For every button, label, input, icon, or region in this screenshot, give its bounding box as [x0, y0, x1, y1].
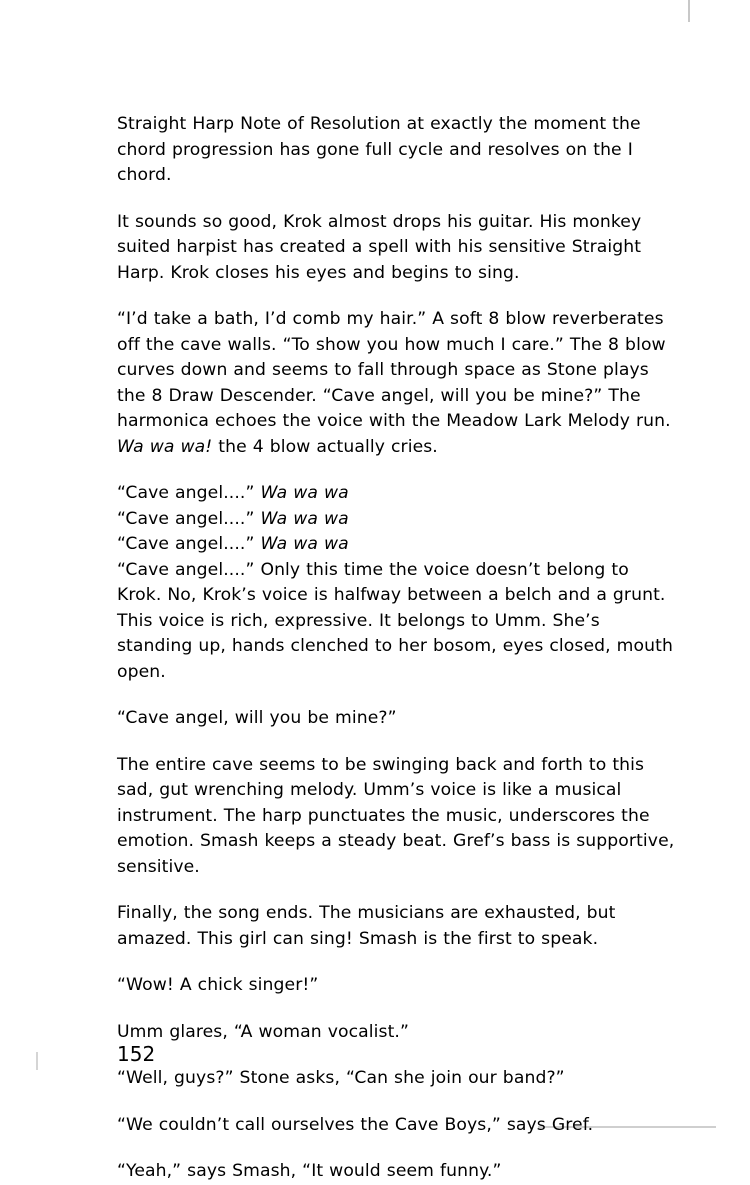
paragraph: [117, 481, 679, 507]
emphasis-text: Wa wa wa!: [117, 436, 213, 457]
paragraph: [117, 901, 679, 952]
text-run: “We couldn’t call ourselves the Cave Boys,” says Gref.: [117, 1114, 594, 1135]
paragraph: [117, 753, 679, 881]
body-text-column: [117, 112, 679, 1185]
text-run: “Cave angel....” Only this time the voice doesn’t belong to Krok. No, Krok’s voice is halfway between a belch and a grunt. This voice is rich, expressive. It belongs to Umm. She’s standing up, hands clenched to her bosom, eyes closed, mouth open.: [117, 559, 673, 682]
text-run: “Well, guys?” Stone asks, “Can she join our band?”: [117, 1068, 565, 1088]
paragraph: [117, 1020, 679, 1046]
paragraph: [117, 1113, 679, 1139]
paragraph: [117, 532, 679, 558]
text-run: “Yeah,” says Smash, “It would seem funny.”: [117, 1161, 502, 1181]
text-run: Umm glares, “A woman vocalist.”: [117, 1021, 409, 1042]
paragraph: [117, 1066, 679, 1092]
emphasis-text: Wa wa wa: [260, 508, 349, 529]
paragraph: [117, 706, 679, 732]
paragraph: [117, 210, 679, 287]
text-run: “Wow! A chick singer!”: [117, 975, 319, 995]
paragraph: [117, 507, 679, 533]
text-run: “Cave angel....”: [117, 483, 261, 503]
paragraph: [117, 1159, 679, 1185]
emphasis-text: Wa wa wa: [260, 483, 349, 503]
text-run: Finally, the song ends. The musicians are exhausted, but amazed. This girl can sing! Smash is the first to speak.: [117, 903, 616, 949]
text-run: Straight Harp Note of Resolution at exactly the moment the chord progression has gone full cycle and resolves on the I chord.: [117, 114, 641, 185]
paragraph: [117, 307, 679, 460]
text-run: The entire cave seems to be swinging back and forth to this sad, gut wrenching melody. Umm’s voice is like a musical instrument. The harp punctuates the music, underscores the emotion. Smash keeps a steady beat. Gref’s bass is supportive, sensitive.: [117, 754, 675, 877]
text-run: the 4 blow actually cries.: [212, 436, 438, 457]
text-run: “I’d take a bath, I’d comb my hair.” A soft 8 blow reverberates off the cave walls. “To show you how much I care.” The 8 blow curves down and seems to fall through space as Stone plays the 8 Draw Descender. “Cave angel, will you be mine?” The harmonica echoes the voice with the Meadow Lark Melody run.: [117, 309, 671, 431]
paragraph: [117, 558, 679, 686]
page-number: 152: [117, 1042, 156, 1066]
text-run: “Cave angel, will you be mine?”: [117, 708, 397, 728]
text-run: It sounds so good, Krok almost drops his guitar. His monkey suited harpist has created a spell with his sensitive Straight Harp. Krok closes his eyes and begins to sing.: [117, 211, 642, 283]
text-run: “Cave angel....”: [117, 534, 261, 554]
scan-artifact-left: [36, 1052, 38, 1070]
paragraph: [117, 112, 679, 189]
paragraph: [117, 973, 679, 999]
scan-artifact-top: [688, 0, 690, 22]
emphasis-text: Wa wa wa: [260, 534, 349, 554]
text-run: “Cave angel....”: [117, 508, 261, 529]
